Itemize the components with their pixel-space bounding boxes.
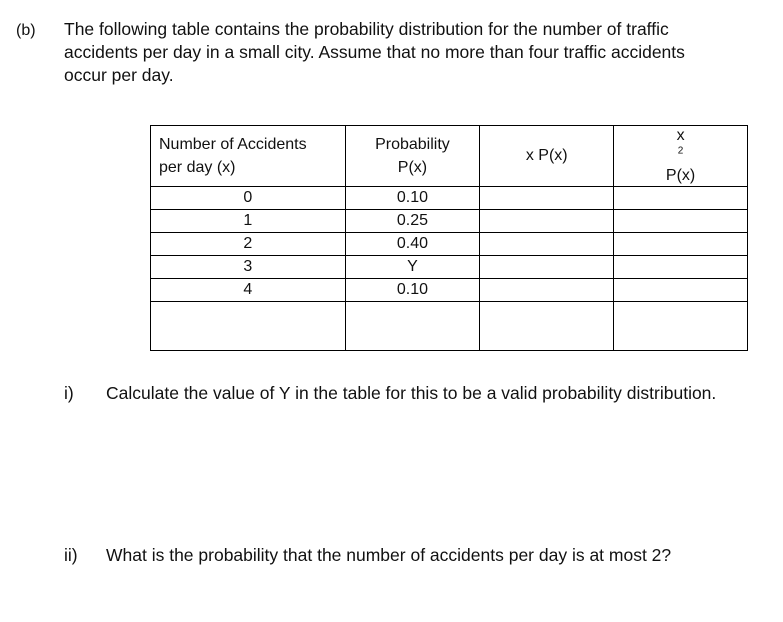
header-probability <box>345 126 480 187</box>
cell-p: 0.40 <box>345 233 480 256</box>
cell-p: 0.25 <box>345 210 480 233</box>
cell-total-xp <box>480 302 614 351</box>
question-2-number: ii) <box>64 545 78 565</box>
table-header-row <box>151 126 748 187</box>
header-x2px-base: x <box>676 127 685 144</box>
intro-line: accidents per day in a small city. Assume that no more than four traffic accidents <box>64 42 685 62</box>
header-x2px-rest: P(x) <box>665 167 696 184</box>
header-accidents-line2: per day (x) <box>159 159 236 176</box>
cell-x2p <box>614 210 748 233</box>
header-probability-line2: P(x) <box>397 159 428 176</box>
question-intro <box>64 18 764 87</box>
cell-xp <box>480 279 614 302</box>
cell-p: 0.10 <box>345 187 480 210</box>
table-row <box>151 279 748 302</box>
cell-x: 4 <box>151 279 346 302</box>
table-row <box>151 256 748 279</box>
table-row <box>151 210 748 233</box>
cell-x2p <box>614 279 748 302</box>
header-probability-line1: Probability <box>375 136 450 153</box>
cell-x2p <box>614 256 748 279</box>
table-row <box>151 187 748 210</box>
header-xpx: x P(x) <box>480 126 614 187</box>
cell-total-x <box>151 302 346 351</box>
table-row <box>151 233 748 256</box>
cell-total-x2p <box>614 302 748 351</box>
intro-line: The following table contains the probability distribution for the number of traffic <box>64 19 669 39</box>
cell-x2p <box>614 233 748 256</box>
header-x2px <box>614 126 748 187</box>
cell-p: Y <box>345 256 480 279</box>
cell-xp <box>480 210 614 233</box>
cell-x: 0 <box>151 187 346 210</box>
cell-total-p <box>345 302 480 351</box>
header-accidents <box>151 126 346 187</box>
cell-xp <box>480 256 614 279</box>
cell-p: 0.10 <box>345 279 480 302</box>
cell-xp <box>480 187 614 210</box>
probability-table <box>150 125 748 351</box>
question-1-number: i) <box>64 383 74 403</box>
cell-x: 1 <box>151 210 346 233</box>
cell-x: 2 <box>151 233 346 256</box>
table-total-row <box>151 302 748 351</box>
intro-line: occur per day. <box>64 65 174 85</box>
header-accidents-line1: Number of Accidents <box>159 136 307 153</box>
header-x2px-exponent: 2 <box>677 145 684 157</box>
cell-x2p <box>614 187 748 210</box>
cell-x: 3 <box>151 256 346 279</box>
question-1-text: Calculate the value of Y in the table for this to be a valid probability distribution. <box>106 383 717 403</box>
cell-xp <box>480 233 614 256</box>
question-2-text: What is the probability that the number of accidents per day is at most 2? <box>106 545 672 565</box>
part-label: (b) <box>16 22 36 39</box>
